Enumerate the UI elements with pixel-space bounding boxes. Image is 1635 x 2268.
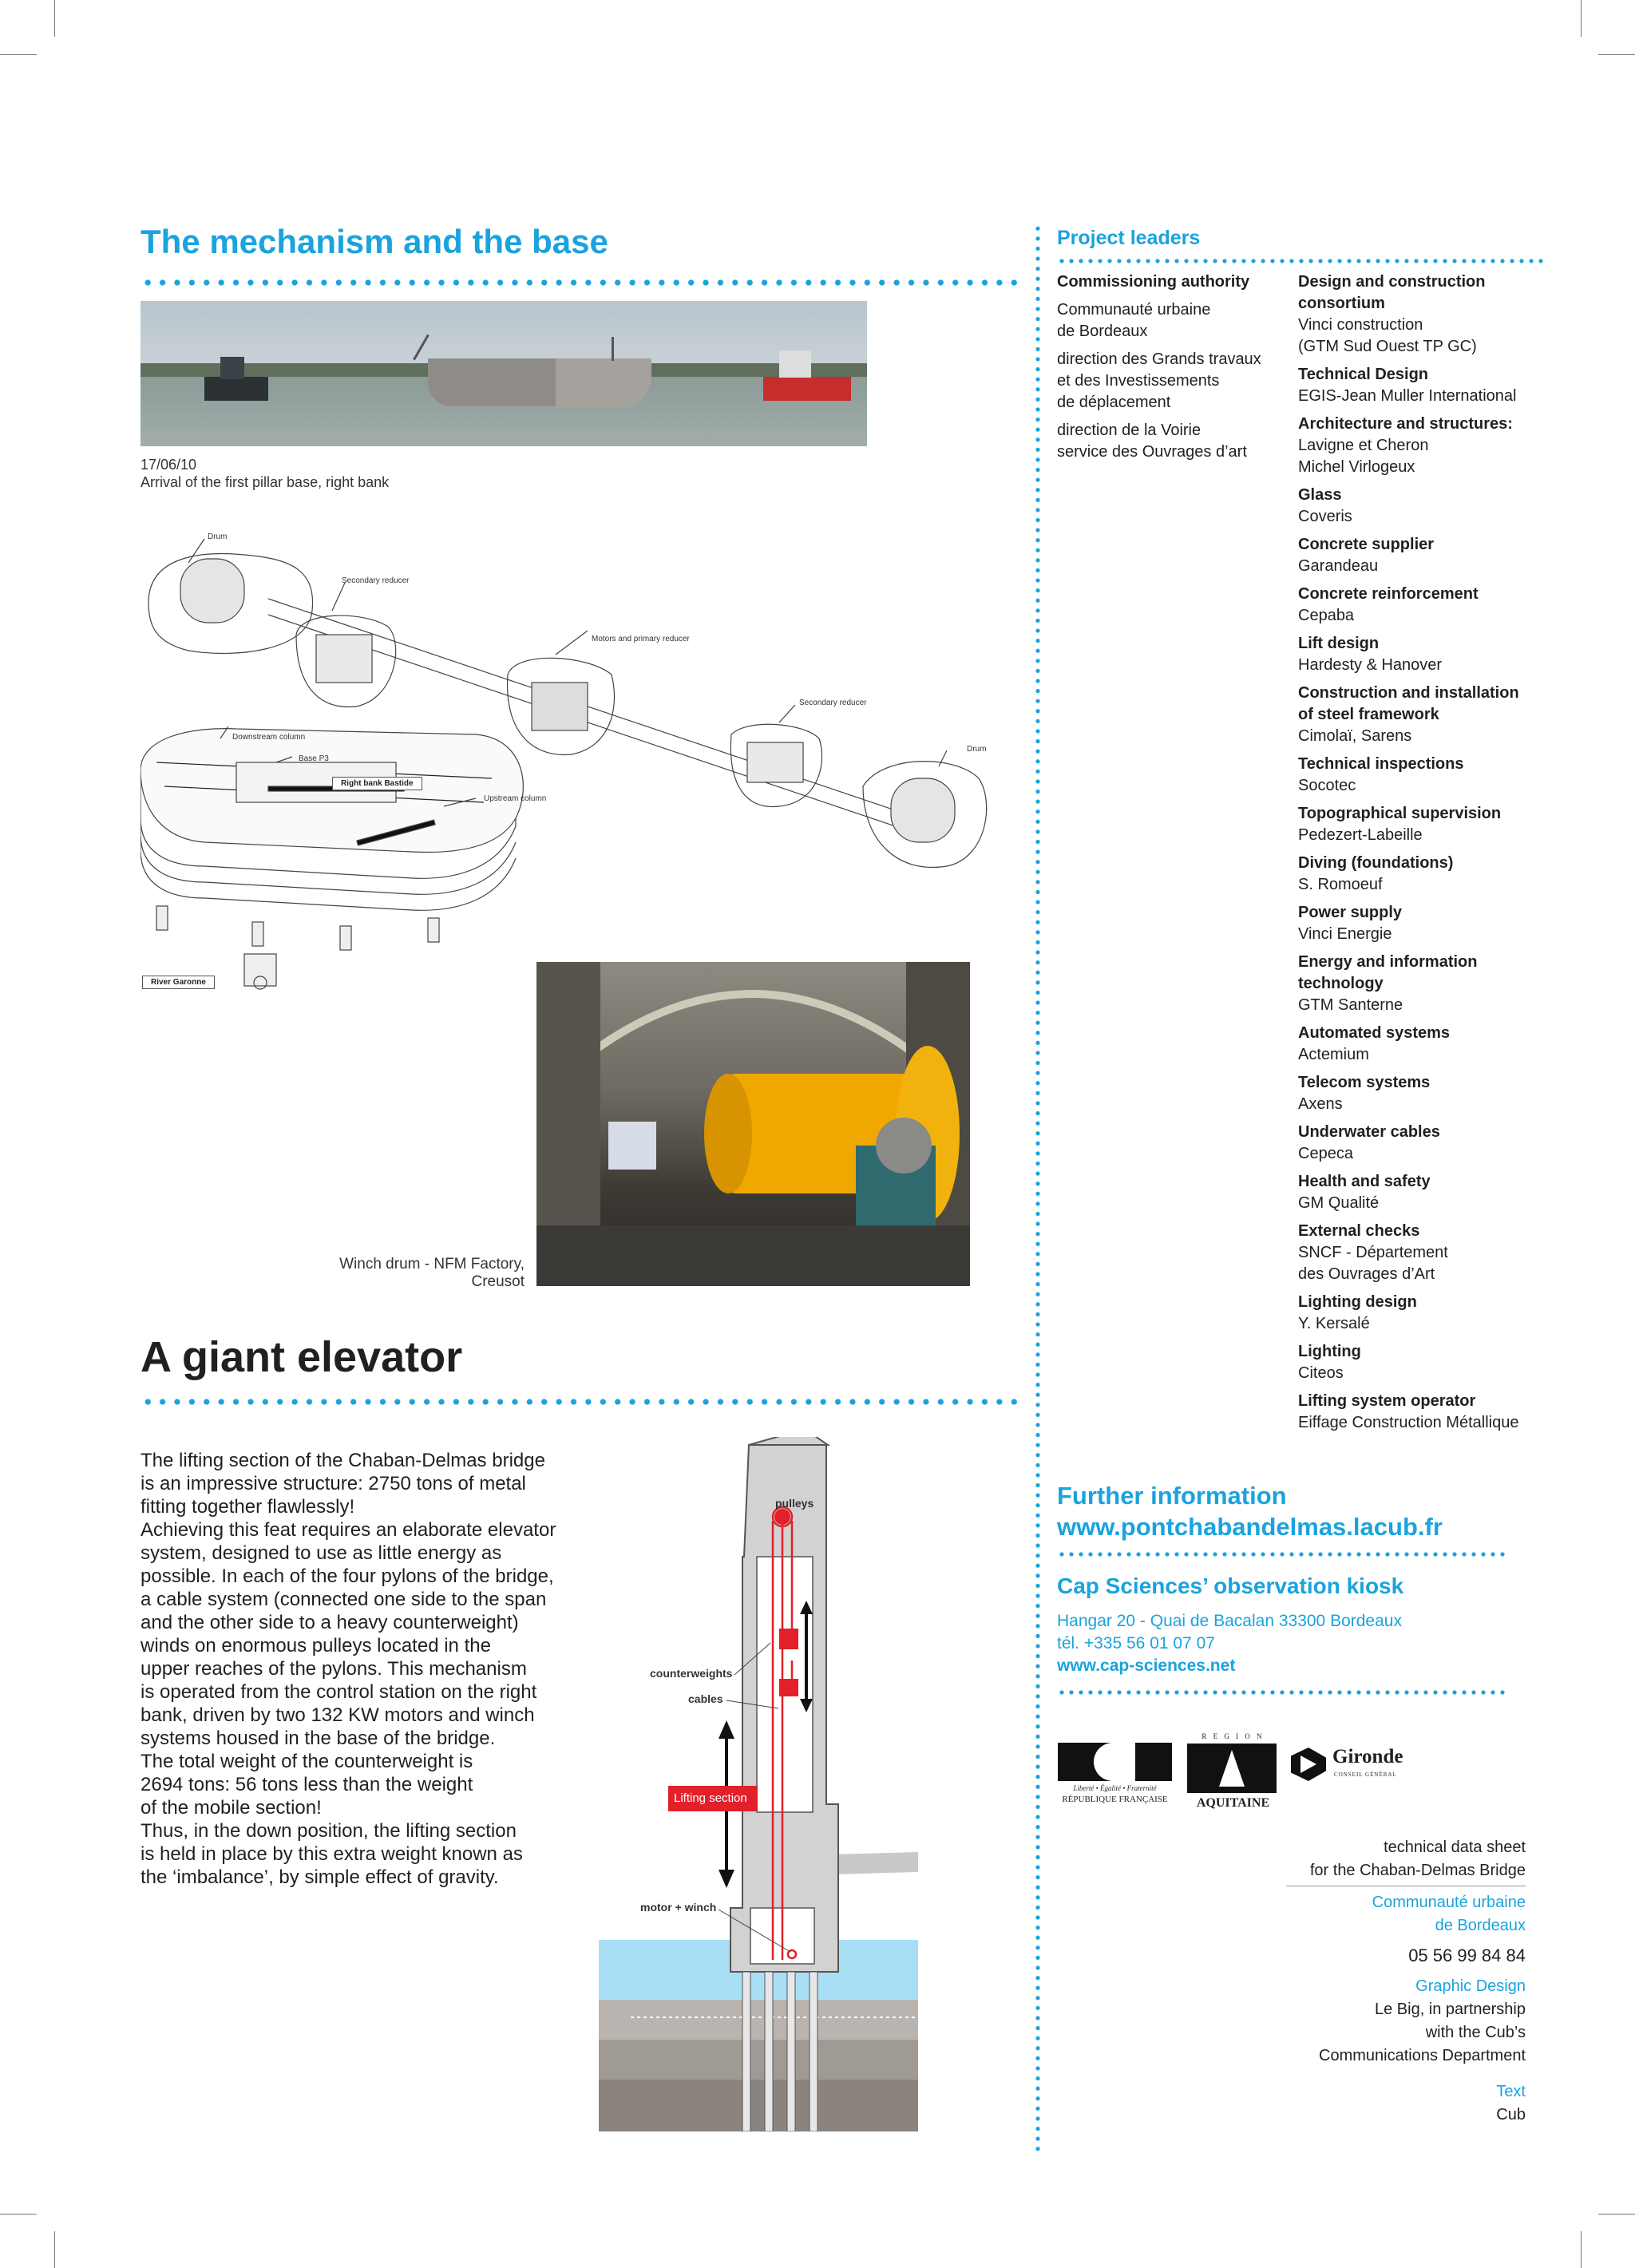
- leader-value: service des Ouvrages d’art: [1057, 443, 1247, 461]
- credit-design: with the Cub’s: [1425, 2024, 1526, 2041]
- partner-entry: [1298, 952, 1554, 1016]
- dotted-rule: [1057, 1552, 1506, 1557]
- partner-entry: [1298, 271, 1554, 358]
- commissioning-list: [1057, 271, 1297, 463]
- label-base-p3: Base P3: [299, 754, 329, 763]
- partner-role: Lifting system operator: [1298, 1392, 1476, 1410]
- partner-entry: [1298, 1292, 1554, 1335]
- partner-role: Lighting: [1298, 1343, 1361, 1360]
- partner-company: Eiffage Construction Métallique: [1298, 1414, 1519, 1431]
- credit-cub: Communauté urbaine: [1372, 1894, 1526, 1911]
- body-line: 2694 tons: 56 tons less than the weight: [141, 1774, 473, 1795]
- dotted-rule: [141, 1399, 1019, 1405]
- body-line: a cable system (connected one side to the span: [141, 1589, 547, 1610]
- partner-entry: [1298, 1023, 1554, 1066]
- crop-mark: [0, 2214, 37, 2215]
- logo-republique: [1058, 1743, 1172, 1813]
- partner-entry: [1298, 902, 1554, 945]
- region-word: R E G I O N: [1202, 1732, 1265, 1740]
- photo-caption: Arrival of the first pillar base, right bank: [141, 474, 390, 490]
- partner-entry: [1298, 584, 1554, 627]
- label-motors: Motors and primary reducer: [592, 635, 690, 643]
- partner-role: Design and construction: [1298, 273, 1486, 291]
- partner-role: Glass: [1298, 486, 1342, 504]
- partner-role: Telecom systems: [1298, 1074, 1431, 1091]
- credits: [1190, 1836, 1526, 2127]
- partner-company: EGIS-Jean Muller International: [1298, 387, 1517, 405]
- partner-role: Construction and installation: [1298, 684, 1519, 702]
- partner-company: Hardesty & Hanover: [1298, 656, 1443, 674]
- label-motor-winch: motor + winch: [640, 1901, 717, 1914]
- leader-value: direction des Grands travaux: [1057, 350, 1261, 368]
- crop-mark: [0, 54, 37, 55]
- crop-mark: [1581, 2231, 1582, 2268]
- partner-company: Coveris: [1298, 508, 1352, 525]
- credit-line: technical data sheet: [1384, 1839, 1526, 1856]
- credit-phone: 05 56 99 84 84: [1408, 1945, 1526, 1965]
- label-lifting-section: Lifting section: [674, 1791, 747, 1805]
- partner-entry: [1298, 1391, 1554, 1434]
- leader-value: direction de la Voirie: [1057, 422, 1202, 439]
- partner-role: Health and safety: [1298, 1173, 1431, 1190]
- photo-pillar-base: [141, 301, 867, 446]
- mechanism-drawing: [141, 523, 1011, 1030]
- kiosk-tel: tél. +335 56 01 07 07: [1057, 1634, 1215, 1653]
- body-line: bank, driven by two 132 KW motors and winch: [141, 1704, 535, 1726]
- credit-line: for the Chaban-Delmas Bridge: [1309, 1862, 1526, 1879]
- gironde-word: Gironde: [1332, 1746, 1403, 1767]
- elevator-diagram: [599, 1437, 918, 2131]
- crop-mark: [1598, 2214, 1635, 2215]
- aquitaine-word: AQUITAINE: [1196, 1796, 1270, 1810]
- partner-company: Axens: [1298, 1095, 1343, 1113]
- partner-company: Socotec: [1298, 777, 1356, 794]
- partner-entry: [1298, 534, 1554, 577]
- partner-company: Lavigne et Cheron: [1298, 437, 1429, 454]
- partner-role: Topographical supervision: [1298, 805, 1502, 822]
- mechanism-diagram: [141, 523, 1011, 1030]
- label-right-bank: Right bank Bastide: [332, 777, 422, 790]
- label-downstream-column: Downstream column: [232, 733, 306, 742]
- partner-company: Y. Kersalé: [1298, 1315, 1370, 1332]
- credit-design: Communications Department: [1319, 2047, 1526, 2064]
- crop-mark: [1581, 0, 1582, 37]
- rf-name: RÉPUBLIQUE FRANÇAISE: [1062, 1795, 1168, 1804]
- photo-caption-date: 17/06/10: [141, 457, 197, 473]
- dotted-rule: [1057, 1690, 1506, 1695]
- partner-entry: [1298, 853, 1554, 896]
- partner-role: consortium: [1298, 295, 1385, 312]
- partner-role: Architecture and structures:: [1298, 415, 1513, 433]
- crop-mark: [54, 0, 55, 37]
- body-line: possible. In each of the four pylons of the bridge,: [141, 1565, 554, 1587]
- partner-company: GTM Santerne: [1298, 996, 1403, 1014]
- leader-value: et des Investissements: [1057, 372, 1220, 390]
- partner-role: Technical Design: [1298, 366, 1429, 383]
- partner-role: Concrete supplier: [1298, 536, 1435, 553]
- further-info-url[interactable]: www.pontchabandelmas.lacub.fr: [1057, 1513, 1443, 1541]
- partner-company: GM Qualité: [1298, 1194, 1380, 1212]
- body-line: Achieving this feat requires an elaborate elevator: [141, 1519, 556, 1541]
- crop-mark: [1598, 54, 1635, 55]
- partner-role: Diving (foundations): [1298, 854, 1454, 872]
- label-drum-right: Drum: [967, 745, 987, 754]
- partner-role: Concrete reinforcement: [1298, 585, 1479, 603]
- elevator-drawing: [599, 1437, 918, 2131]
- credit-design: Le Big, in partnership: [1374, 2001, 1526, 2018]
- partner-role: Energy and information: [1298, 953, 1478, 971]
- partner-company: Cepaba: [1298, 607, 1355, 624]
- partner-entry: [1298, 364, 1554, 407]
- partner-company: Cepeca: [1298, 1145, 1353, 1162]
- partner-company: Actemium: [1298, 1046, 1369, 1063]
- dotted-rule: [1057, 259, 1546, 263]
- partner-entry: [1298, 414, 1554, 478]
- leader-value: Communauté urbaine: [1057, 301, 1211, 319]
- body-line: of the mobile section!: [141, 1797, 322, 1819]
- label-upstream-column: Upstream column: [484, 794, 547, 803]
- body-line: and the other side to a heavy counterweight): [141, 1612, 519, 1633]
- partner-company: Michel Virlogeux: [1298, 458, 1415, 476]
- body-line: The total weight of the counterweight is: [141, 1751, 473, 1772]
- body-line: winds on enormous pulleys located in the: [141, 1635, 491, 1656]
- winch-caption-1: Winch drum - NFM Factory,: [339, 1256, 525, 1273]
- leader-value: de déplacement: [1057, 394, 1171, 411]
- credit-text: Cub: [1496, 2106, 1526, 2124]
- body-line: fitting together flawlessly!: [141, 1496, 355, 1518]
- leader-label: Commissioning authority: [1057, 273, 1250, 291]
- partner-entry: [1298, 1072, 1554, 1115]
- body-line: is operated from the control station on the right: [141, 1681, 537, 1703]
- partner-entry: [1298, 683, 1554, 747]
- kiosk-url[interactable]: www.cap-sciences.net: [1057, 1656, 1236, 1675]
- partner-entry: [1298, 1341, 1554, 1384]
- body-line: upper reaches of the pylons. This mechanism: [141, 1658, 527, 1680]
- partner-role: technology: [1298, 975, 1384, 992]
- body-line: The lifting section of the Chaban-Delmas bridge: [141, 1450, 545, 1471]
- partner-entry: [1298, 485, 1554, 528]
- label-drum-left: Drum: [208, 532, 228, 541]
- section-title: A giant elevator: [141, 1333, 463, 1381]
- body-line: the ‘imbalance’, by simple effect of gravity.: [141, 1866, 499, 1888]
- leader-value: de Bordeaux: [1057, 323, 1148, 340]
- credit-design-label: Graphic Design: [1415, 1977, 1526, 1995]
- logo-aquitaine: [1187, 1732, 1279, 1812]
- partner-company: des Ouvrages d’Art: [1298, 1265, 1435, 1283]
- label-pulleys: pulleys: [775, 1497, 814, 1510]
- partner-entry: [1298, 754, 1554, 797]
- partner-company: Pedezert-Labeille: [1298, 826, 1423, 844]
- crop-mark: [54, 2231, 55, 2268]
- dotted-rule: [141, 279, 1019, 286]
- partner-role: of steel framework: [1298, 706, 1439, 723]
- body-line: Thus, in the down position, the lifting section: [141, 1820, 517, 1842]
- partner-company: SNCF - Département: [1298, 1244, 1448, 1261]
- elevator-description: [141, 1449, 588, 1889]
- partner-company: S. Romoeuf: [1298, 876, 1383, 893]
- partner-company: Garandeau: [1298, 557, 1379, 575]
- partner-entry: [1298, 1221, 1554, 1285]
- credit-text-label: Text: [1496, 2083, 1526, 2100]
- partner-company: Vinci Energie: [1298, 925, 1392, 943]
- further-info-title: Further information: [1057, 1482, 1287, 1510]
- partner-role: Lift design: [1298, 635, 1380, 652]
- partners-list: [1298, 271, 1554, 1440]
- kiosk-title: Cap Sciences’ observation kiosk: [1057, 1573, 1404, 1598]
- partner-company: Vinci construction: [1298, 316, 1423, 334]
- partner-entry: [1298, 1171, 1554, 1214]
- rf-motto: Liberté • Égalité • Fraternité: [1073, 1784, 1157, 1792]
- partner-entry: [1298, 633, 1554, 676]
- winch-caption-2: Creusot: [471, 1273, 525, 1290]
- label-secondary-reducer-left: Secondary reducer: [342, 576, 410, 585]
- credit-cub: de Bordeaux: [1435, 1917, 1526, 1934]
- partner-role: Underwater cables: [1298, 1123, 1440, 1141]
- partner-role: Automated systems: [1298, 1024, 1451, 1042]
- label-secondary-reducer-right: Secondary reducer: [799, 699, 867, 707]
- partner-role: External checks: [1298, 1222, 1420, 1240]
- body-line: is held in place by this extra weight known as: [141, 1843, 523, 1865]
- label-cables: cables: [688, 1692, 723, 1705]
- body-line: is an impressive structure: 2750 tons of metal: [141, 1473, 526, 1494]
- label-river: River Garonne: [142, 976, 215, 989]
- partner-role: Technical inspections: [1298, 755, 1464, 773]
- photo-winch-drum: [536, 962, 970, 1286]
- body-line: system, designed to use as little energy as: [141, 1542, 502, 1564]
- partner-role: Power supply: [1298, 904, 1403, 921]
- partner-company: Citeos: [1298, 1364, 1344, 1382]
- partner-role: Lighting design: [1298, 1293, 1417, 1311]
- body-line: systems housed in the base of the bridge.: [141, 1728, 496, 1749]
- partner-company: (GTM Sud Ouest TP GC): [1298, 338, 1477, 355]
- photo-winch-drawing: [536, 962, 970, 1286]
- partner-entry: [1298, 803, 1554, 846]
- label-counterweights: counterweights: [650, 1667, 733, 1680]
- project-leaders-title: Project leaders: [1057, 227, 1201, 249]
- logo-gironde: [1291, 1744, 1419, 1784]
- partner-company: Cimolaï, Sarens: [1298, 727, 1412, 745]
- column-divider: [1035, 224, 1040, 2155]
- section-title: The mechanism and the base: [141, 223, 608, 260]
- gironde-sub: CONSEIL GÉNÉRAL: [1334, 1771, 1397, 1778]
- kiosk-address: Hangar 20 - Quai de Bacalan 33300 Bordeaux: [1057, 1612, 1402, 1630]
- partner-entry: [1298, 1122, 1554, 1165]
